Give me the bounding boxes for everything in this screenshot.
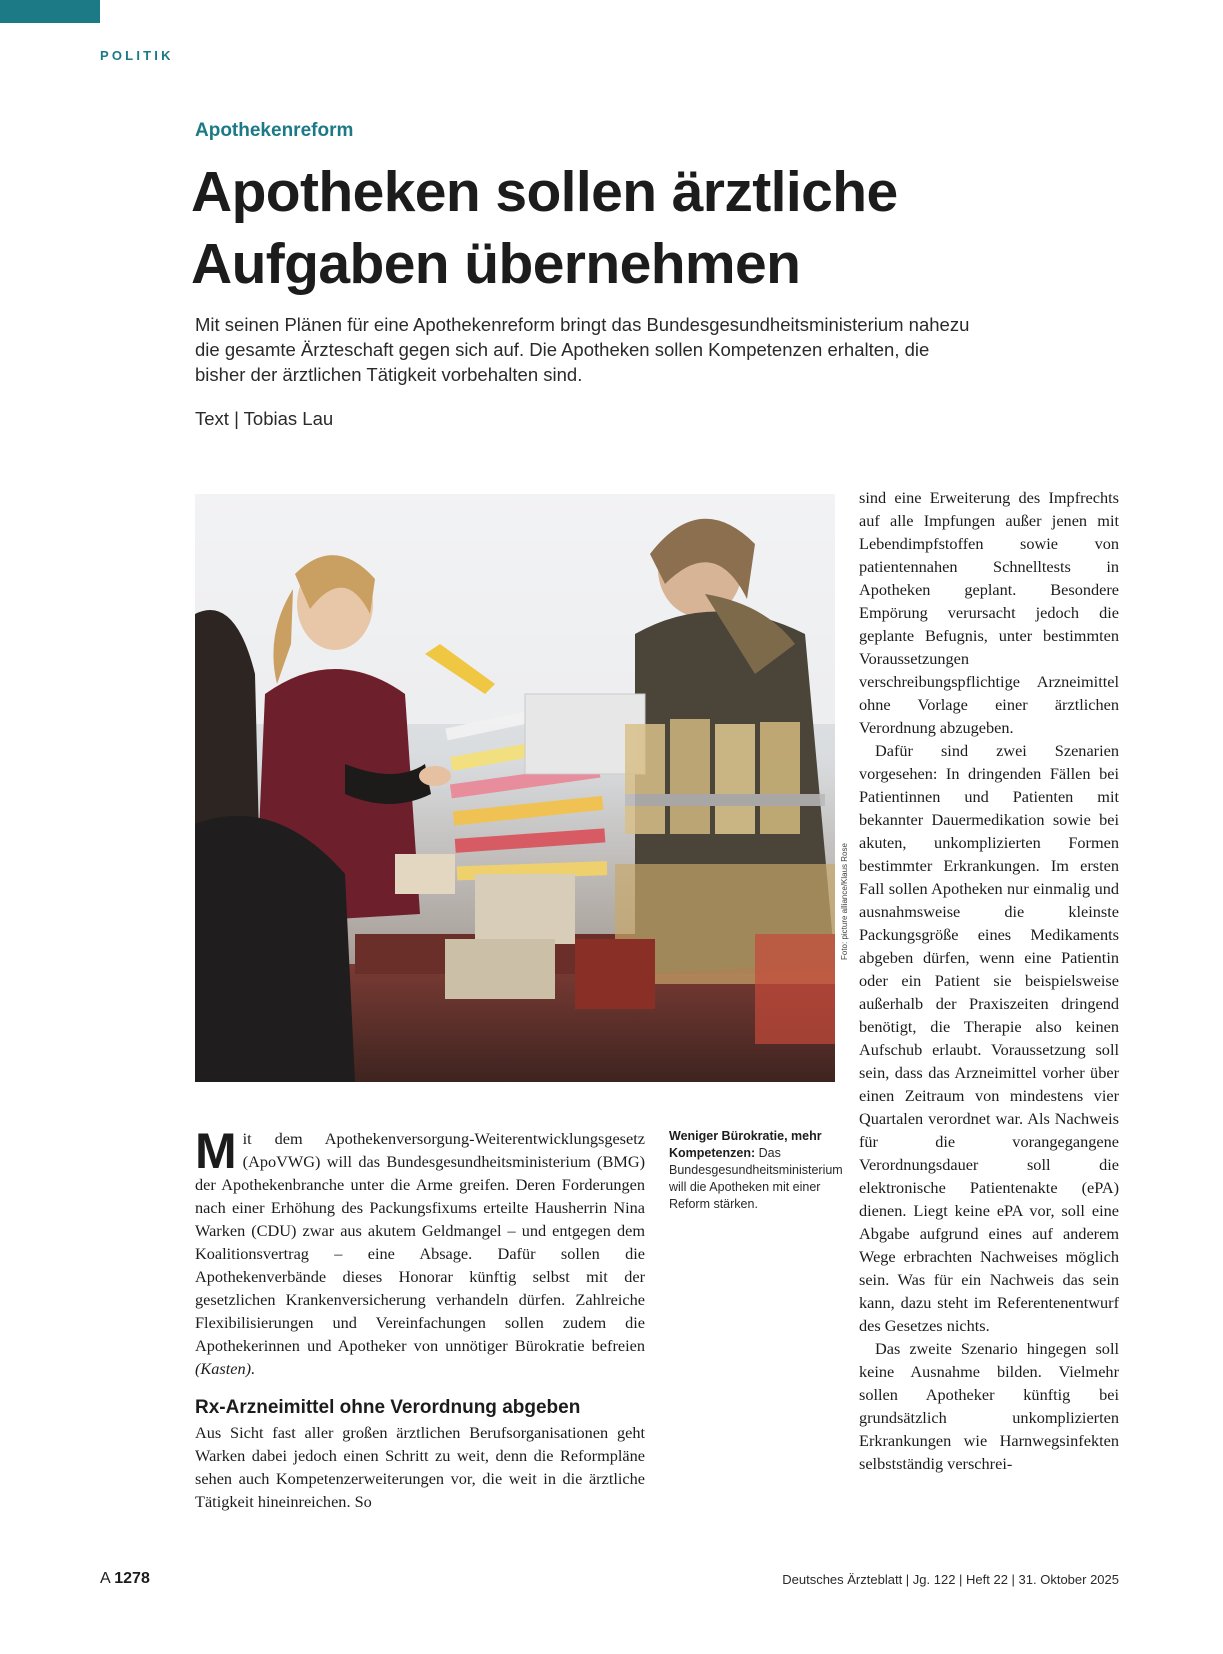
body-paragraph-1 bbox=[195, 1123, 645, 1380]
article-byline: Text | Tobias Lau bbox=[195, 408, 334, 429]
article-lead: Mit seinen Plänen für eine Apothekenreform bringt das Bundesgesundheitsministerium nahezu die gesamte Ärzteschaft gegen sich auf. Die Apotheken sollen Kompetenzen erhalten, die bisher der ärztlichen Tätigkeit vorbehalten sind. bbox=[195, 314, 970, 385]
paragraph-1-text: it dem Apothekenversorgung-Weiterentwicklungsgesetz (ApoVWG) will das Bundesgesundheitsministerium (BMG) der Apothekenbranche unter die Arme greifen. Deren Forderungen nach einer Erhöhung des Packungsfixums erteilte Hausherrin Nina Warken (CDU) zwar aus akutem Geldmangel – und entgegen dem Koalitionsvertrag – eine Absage. Dafür sollen die Apothekenverbände dieses Honorar künftig selbst mit der gesetzlichen Krankenversicherung verhandeln dürfen. Zahlreiche Flexibilisierungen und Vereinfachungen sollen zudem die Apothekerinnen und Apotheker von unnötiger Bürokratie befreien bbox=[195, 1129, 645, 1355]
body-paragraph-2: Aus Sicht fast aller großen ärztlichen Berufsorganisationen geht Warken dabei jedoch einen Schritt zu weit, denn die Reformpläne sehen auch Kompetenzerweiterungen vor, die weit in die ärztliche Tätigkeit hineinreichen. So bbox=[195, 1423, 645, 1511]
body-column-left bbox=[195, 1123, 645, 1513]
caption-bold: Weniger Bürokratie, mehr Kompetenzen: bbox=[669, 1129, 822, 1160]
body-subhead: Rx-Arzneimittel ohne Verordnung abgeben bbox=[195, 1397, 581, 1418]
photo-caption bbox=[669, 1128, 843, 1213]
right-paragraph-3: Das zweite Szenario hingegen soll keine Ausnahme bilden. Vielmehr sollen Apotheker künftig bei grundsätzlich unkomplizierten Erkrankungen wie Harnwegsinfekten selbstständig verschrei- bbox=[859, 1339, 1119, 1473]
pharmacy-photo bbox=[195, 494, 835, 1082]
right-paragraph-2: Dafür sind zwei Szenarien vorgesehen: In dringenden Fällen bei Patientinnen und Patienten mit bekannter Dauermedikation sowie bei akuten, unkomplizierten Formen bestimmter Erkrankungen. Im ersten Fall sollen Apotheken nur einmalig und ausnahmsweise die kleinste Packungsgröße eines Medikaments abgeben dürfen, wenn eine Patientin oder ein Patient sie beispielsweise außerhalb der Praxiszeiten dringend benötigt, die Therapie also keinen Aufschub erlaubt. Voraussetzung soll sein, dass das Arzneimittel vorher über einen Zeitraum von mindestens vier Quartalen verordnet war. Als Nachweis für die vorangegangene Verordnungsdauer soll die elektronische Patientenakte (ePA) dienen. Liegt keine ePA vor, soll eine Abgabe aufgrund eines auf anderem Wege erbrachten Nachweises möglich sein. Was für ein Nachweis das sein kann, dazu steht im Referentenentwurf des Gesetzes nichts. bbox=[859, 741, 1119, 1335]
caption-text: Das Bundesgesundheitsministerium will die Apotheken mit einer Reform stärken. bbox=[669, 1146, 843, 1211]
drop-cap: M bbox=[195, 1123, 237, 1179]
page-number bbox=[100, 1570, 150, 1588]
kasten-reference: (Kasten). bbox=[195, 1359, 256, 1378]
headline-line-1: Apotheken sollen ärztliche bbox=[191, 160, 898, 224]
pharmacy-scene-illustration bbox=[195, 494, 835, 1082]
headline-line-2: Aufgaben übernehmen bbox=[191, 232, 801, 296]
accent-bar bbox=[0, 0, 100, 23]
photo-credit: Foto: picture alliance/Klaus Rose bbox=[840, 843, 849, 960]
article-kicker: Apothekenreform bbox=[195, 120, 354, 141]
section-label: POLITIK bbox=[100, 48, 174, 63]
right-paragraph-1: sind eine Erweiterung des Impfrechts auf alle Impfungen außer jenen mit Lebendimpfstoffen sowie von patientennahen Schnelltests in Apotheken geplant. Besondere Empörung verursacht jedoch die geplante Befugnis, unter bestimmten Voraussetzungen verschreibungspflichtige Arzneimittel ohne Vorlage einer ärztlichen Verordnung abzugeben. bbox=[859, 488, 1119, 737]
publication-info: Deutsches Ärzteblatt | Jg. 122 | Heft 22 | 31. Oktober 2025 bbox=[782, 1572, 1119, 1587]
page-number-value: 1278 bbox=[114, 1570, 150, 1587]
article-headline bbox=[191, 156, 1091, 300]
body-column-right bbox=[859, 486, 1119, 1475]
page-prefix: A bbox=[100, 1570, 110, 1587]
